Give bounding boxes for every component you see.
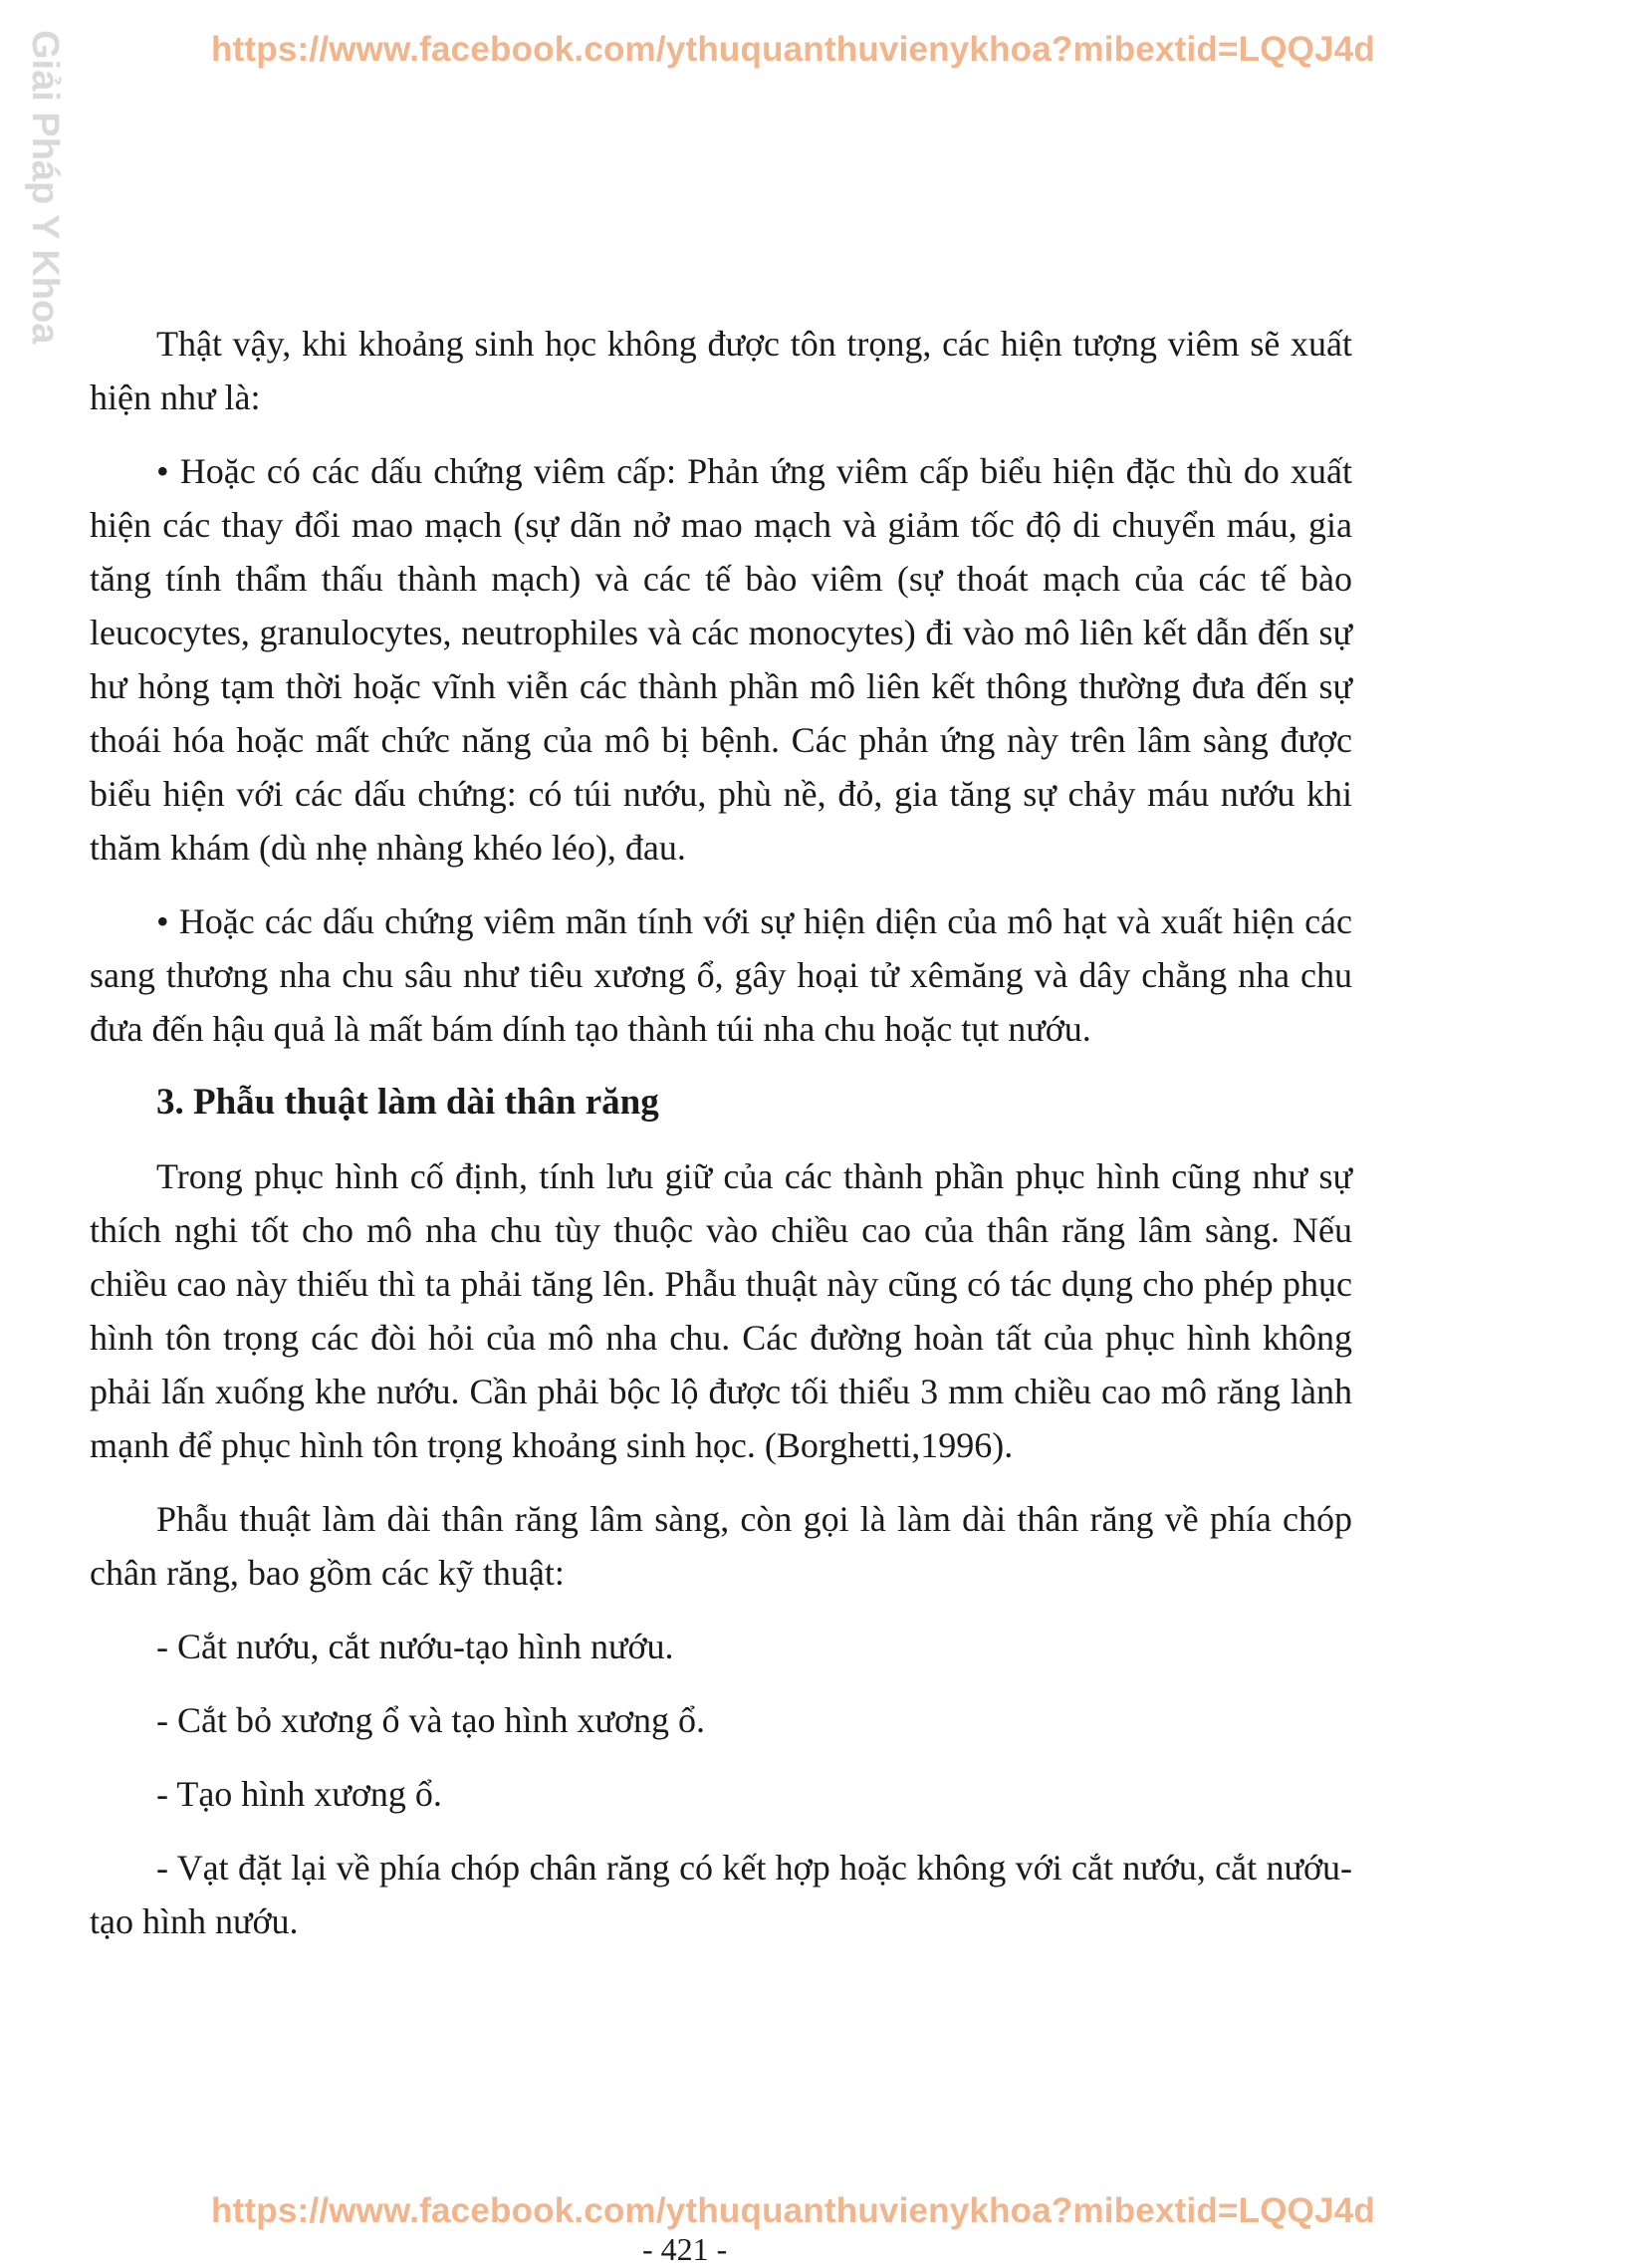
watermark-link-top[interactable]: https://www.facebook.com/ythuquanthuvienykhoa?mibextid=LQQJ4d [211, 30, 1375, 69]
watermark-link-bottom[interactable]: https://www.facebook.com/ythuquanthuvienykhoa?mibextid=LQQJ4d [211, 2191, 1375, 2230]
side-watermark-text: Giải Pháp Y Khoa [24, 30, 66, 345]
intro-paragraph: Thật vậy, khi khoảng sinh học không được tôn trọng, các hiện tượng viêm sẽ xuất hiện như là: [90, 324, 1352, 417]
technique-item-3: - Tạo hình xương ổ. [156, 1774, 442, 1814]
technique-item-1: - Cắt nướu, cắt nướu-tạo hình nướu. [156, 1627, 674, 1666]
technique-item-2: - Cắt bỏ xương ổ và tạo hình xương ổ. [156, 1700, 706, 1740]
page-content [90, 317, 1352, 1968]
section-heading: 3. Phẫu thuật làm dài thân răng [156, 1082, 659, 1123]
page-number: - 421 - [642, 2231, 728, 2267]
technique-item-4: - Vạt đặt lại về phía chóp chân răng có kết hợp hoặc không với cắt nướu, cắt nướu-tạo hình nướu. [90, 1848, 1352, 1941]
bullet-chronic-inflammation: • Hoặc các dấu chứng viêm mãn tính với sự hiện diện của mô hạt và xuất hiện các sang thương nha chu sâu như tiêu xương ổ, gây hoại tử xêmăng và dây chằng nha chu đưa đến hậu quả là mất bám dính tạo thành túi nha chu hoặc tụt nướu. [90, 901, 1352, 1049]
techniques-intro-paragraph: Phẫu thuật làm dài thân răng lâm sàng, còn gọi là làm dài thân răng về phía chóp chân răng, bao gồm các kỹ thuật: [90, 1499, 1352, 1593]
side-watermark [24, 30, 70, 349]
bullet-acute-inflammation: • Hoặc có các dấu chứng viêm cấp: Phản ứng viêm cấp biểu hiện đặc thù do xuất hiện các thay đổi mao mạch (sự dãn nở mao mạch và giảm tốc độ di chuyển máu, gia tăng tính thẩm thấu thành mạch) và các tế bào viêm (sự thoát mạch của các tế bào leucocytes, granulocytes, neutrophiles và các monocytes) đi vào mô liên kết dẫn đến sự hư hỏng tạm thời hoặc vĩnh viễn các thành phần mô liên kết thông thường đưa đến sự thoái hóa hoặc mất chức năng của mô bị bệnh. Các phản ứng này trên lâm sàng được biểu hiện với các dấu chứng: có túi nướu, phù nề, đỏ, gia tăng sự chảy máu nướu khi thăm khám (dù nhẹ nhàng khéo léo), đau. [90, 451, 1352, 868]
crown-lengthening-paragraph: Trong phục hình cố định, tính lưu giữ của các thành phần phục hình cũng như sự thích nghi tốt cho mô nha chu tùy thuộc vào chiều cao của thân răng lâm sàng. Nếu chiều cao này thiếu thì ta phải tăng lên. Phẫu thuật này cũng có tác dụng cho phép phục hình tôn trọng các đòi hỏi của mô nha chu. Các đường hoàn tất của phục hình không phải lấn xuống khe nướu. Cần phải bộc lộ được tối thiểu 3 mm chiều cao mô răng lành mạnh để phục hình tôn trọng khoảng sinh học. (Borghetti,1996). [90, 1156, 1352, 1465]
